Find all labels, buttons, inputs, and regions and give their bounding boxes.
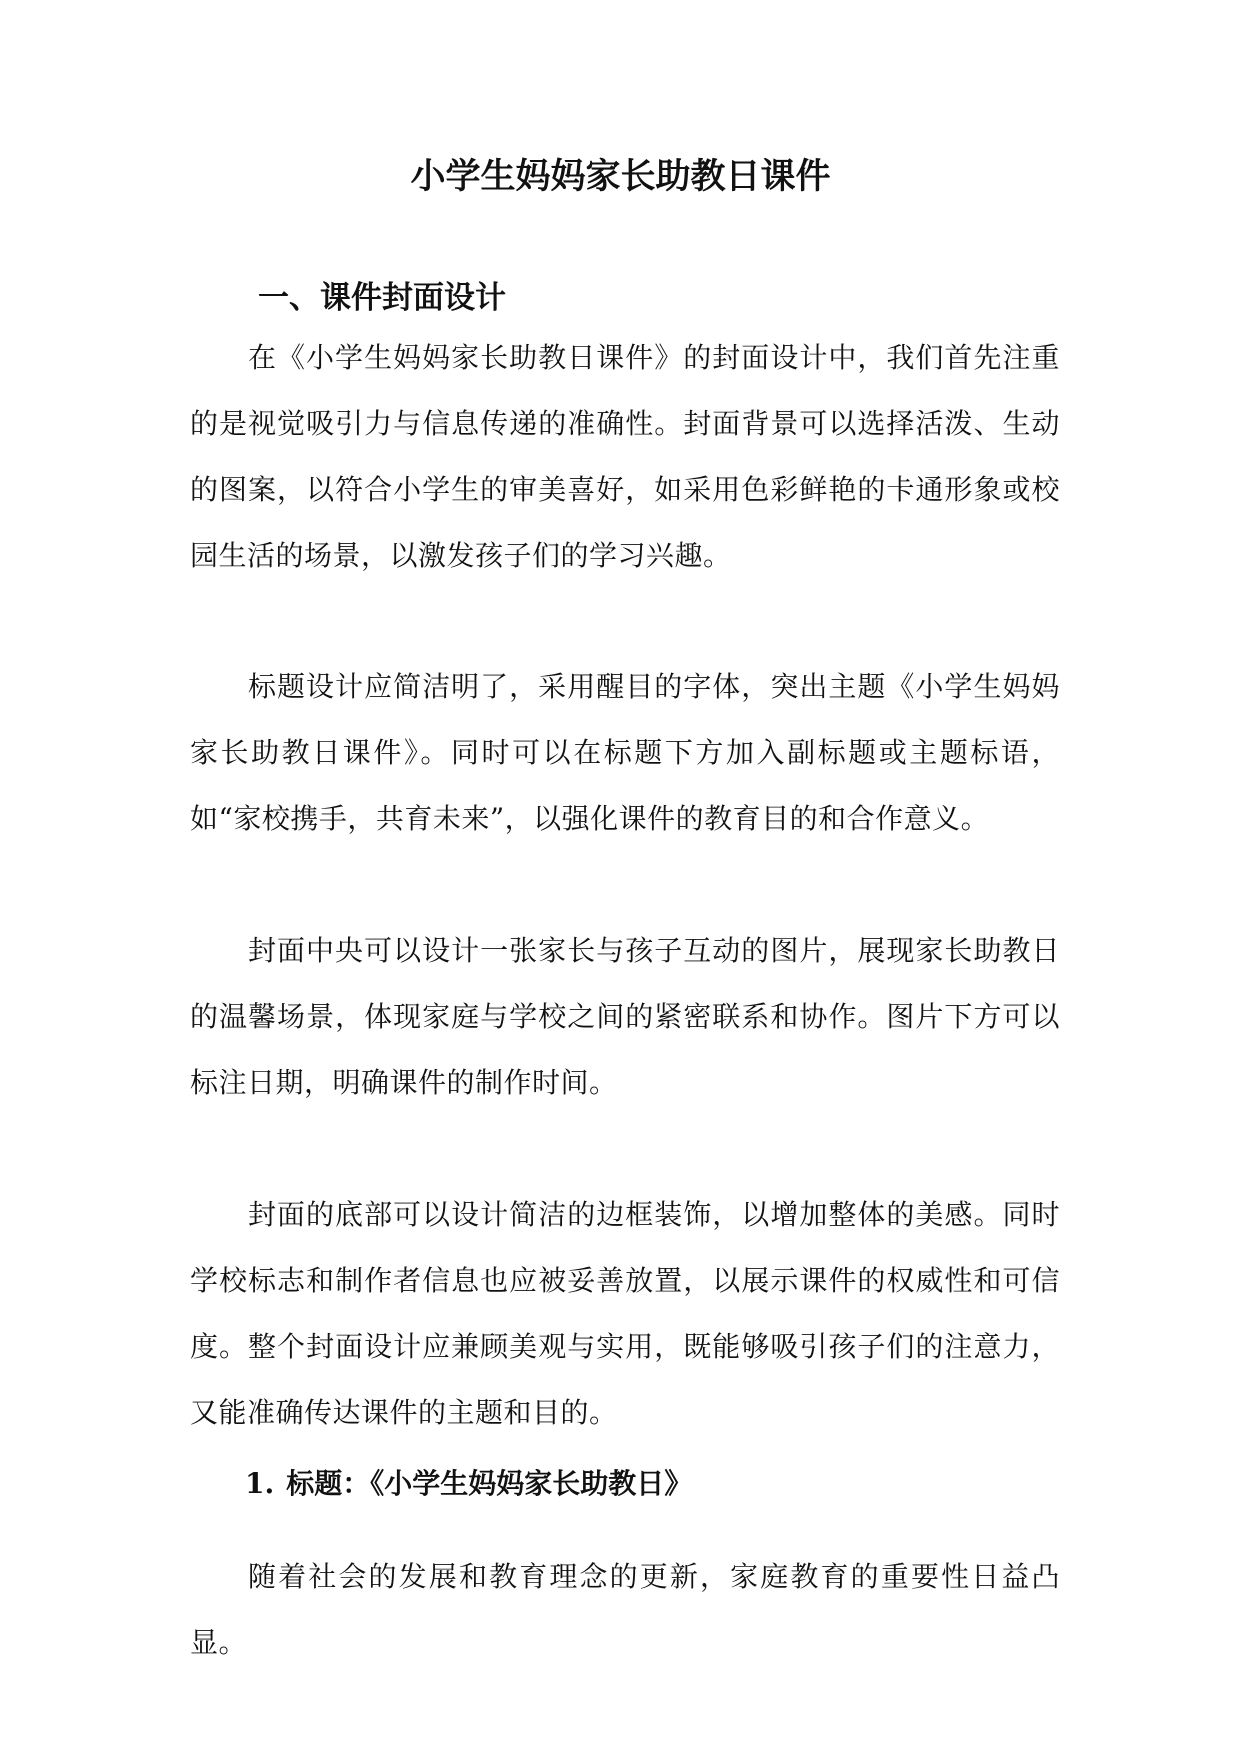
subsection-number: 1.	[245, 1467, 275, 1500]
section-heading-cover-design: 一、课件封面设计	[258, 280, 506, 316]
paragraph-cover-intro: 在《小学生妈妈家长助教日课件》的封面设计中，我们首先注重的是视觉吸引力与信息传递的准确性。封面背景可以选择活泼、生动的图案，以符合小学生的审美喜好，如采用色彩鲜艳的卡通形象或校园生活的场景，以激发孩子们的学习兴趣。	[190, 341, 1060, 572]
document-title: 小学生妈妈家长助教日课件	[410, 156, 831, 197]
paragraph-center-image: 封面中央可以设计一张家长与孩子互动的图片，展现家长助教日的温馨场景，体现家庭与学校之间的紧密联系和协作。图片下方可以标注日期，明确课件的制作时间。	[190, 934, 1060, 1099]
paragraph-bottom-border: 封面的底部可以设计简洁的边框装饰，以增加整体的美感。同时学校标志和制作者信息也应被妥善放置，以展示课件的权威性和可信度。整个封面设计应兼顾美观与实用，既能够吸引孩子们的注意力，又能准确传达课件的主题和目的。	[190, 1198, 1060, 1429]
paragraph-title-design: 标题设计应简洁明了，采用醒目的字体，突出主题《小学生妈妈家长助教日课件》。同时可以在标题下方加入副标题或主题标语，如“家校携手，共育未来”，以强化课件的教育目的和合作意义。	[190, 670, 1060, 835]
subsection-heading	[245, 1462, 692, 1506]
subsection-heading-text: 标题：《小学生妈妈家长助教日》	[286, 1467, 693, 1500]
paragraph-subsection-intro: 随着社会的发展和教育理念的更新，家庭教育的重要性日益凸显。	[190, 1560, 1060, 1659]
